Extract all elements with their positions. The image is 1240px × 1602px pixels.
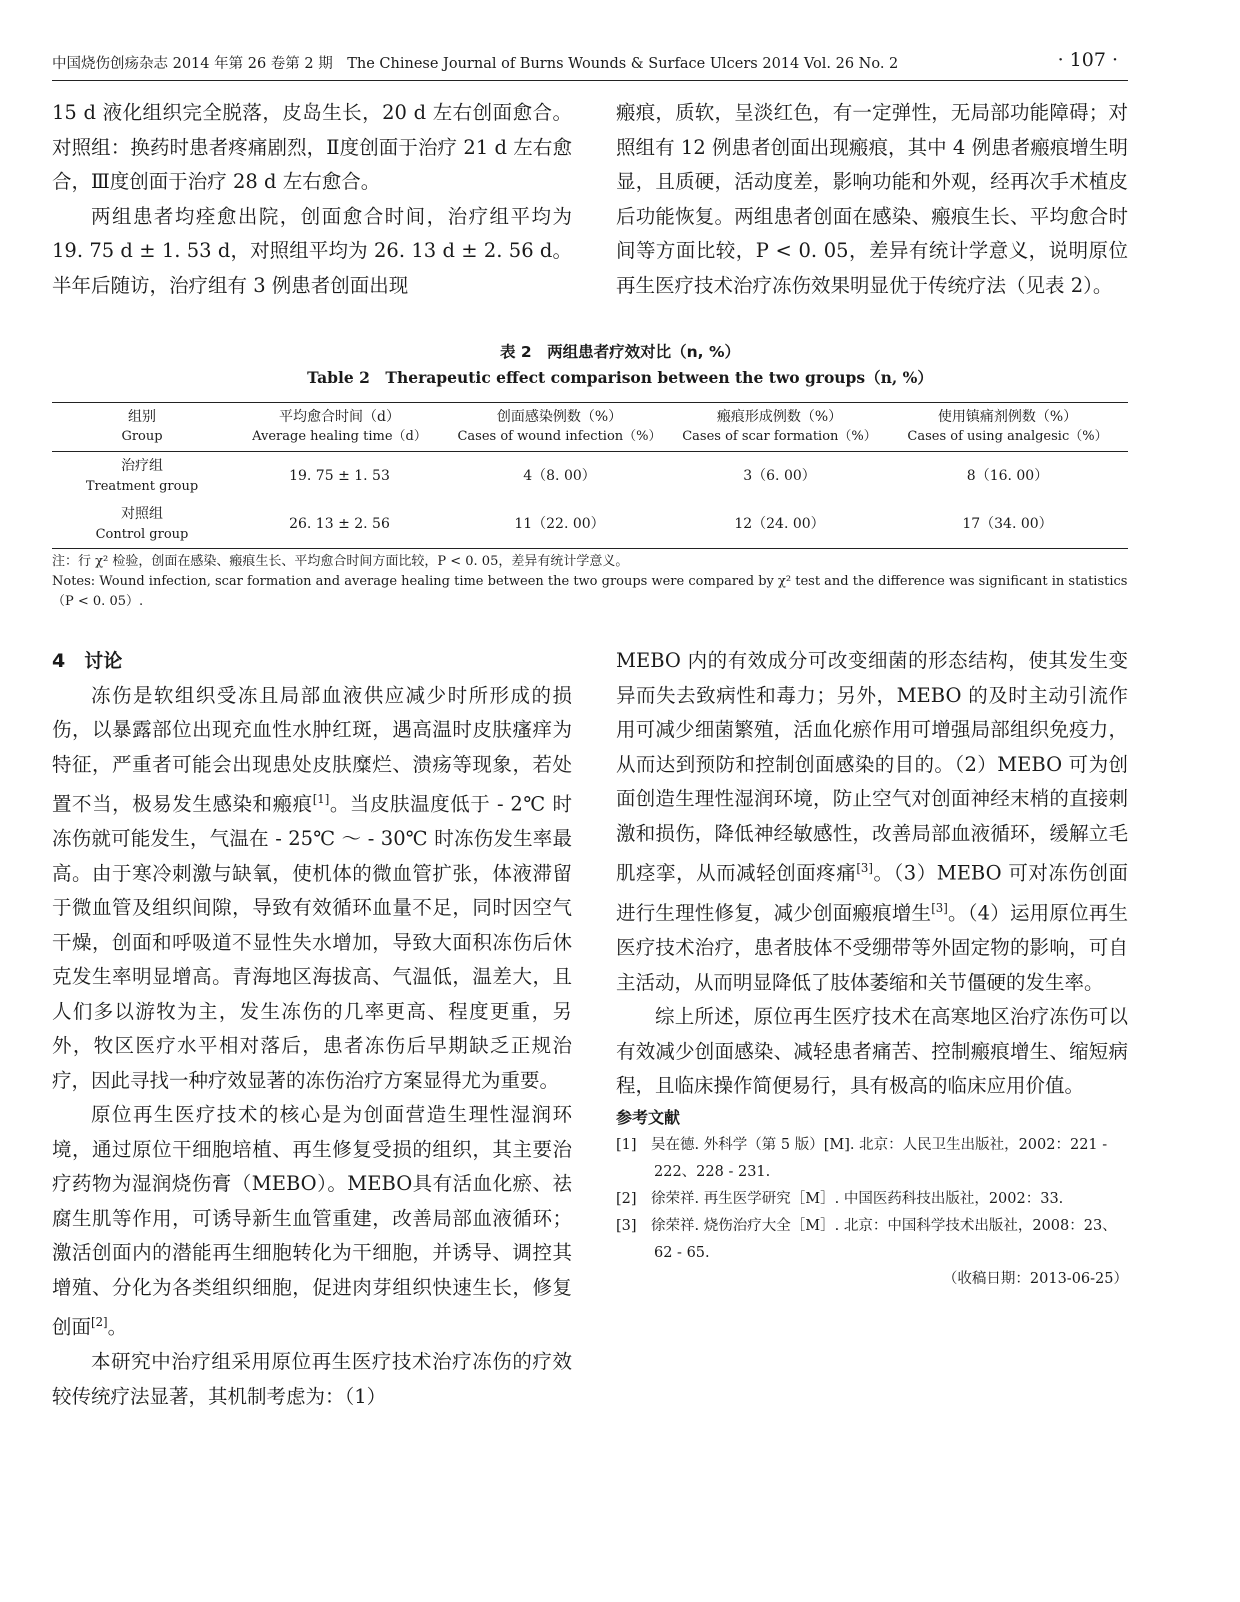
table-caption-en: Table 2 Therapeutic effect comparison between the two groups（n, %） xyxy=(307,368,933,387)
journal-header: 中国烧伤创疡杂志 2014 年第 26 卷第 2 期 The Chinese Journal of Burns Wounds & Surface Ulcers 2014 Vol. 26 No. 2 xyxy=(52,56,899,72)
table-row xyxy=(52,500,1128,549)
cell-healing: 26. 13 ± 2. 56 xyxy=(289,516,390,532)
results-table xyxy=(52,402,1128,549)
paragraph: 冻伤是软组织受冻且局部血液供应减少时所形成的损伤，以暴露部位出现充血性水肿红斑，遇高温时皮肤瘙痒为特征，严重者可能会出现患处皮肤糜烂、溃疡等现象，若处置不当，极易发生感染和瘢痕[1]。当皮肤温度低于 - 2℃ 时冻伤就可能发生，气温在 - 25℃ ～ - 30℃ 时冻伤发生率最高。由于寒冷刺激与缺氧，使机体的微血管扩张，体液滞留于微血管及组织间隙，导致有效循环血量不足，同时因空气干燥，创面和呼吸道不显性失水增加，导致大面积冻伤后休克发生率明显增高。青海地区海拔高、气温低，温差大，且人们多以游牧为主，发生冻伤的几率更高、程度更重，另外，牧区医疗水平相对落后，患者冻伤后早期缺乏正规治疗，因此寻找一种疗效显著的冻伤治疗方案显得尤为重要。 xyxy=(52,683,572,1092)
cell-scar: 3（6. 00） xyxy=(743,468,816,484)
paragraph: 两组患者均痊愈出院，创面愈合时间，治疗组平均为 19. 75 d ± 1. 53 d，对照组平均为 26. 13 d ± 2. 56 d。半年后随访，治疗组有 3 例患者创面出现 xyxy=(52,204,572,297)
header-scar: 瘢痕形成例数（%） Cases of scar formation（%） xyxy=(682,409,877,444)
references-heading: 参考文献 xyxy=(616,1107,681,1127)
citation: [1] xyxy=(312,792,330,806)
cell-group: 治疗组 Treatment group xyxy=(85,457,199,494)
cell-infection: 4（8. 00） xyxy=(523,468,596,484)
header-healing: 平均愈合时间（d） Average healing time（d） xyxy=(252,409,427,444)
table-caption-zh: 表 2 两组患者疗效对比（n, %） xyxy=(499,343,741,361)
cell-analgesic: 17（34. 00） xyxy=(962,516,1053,532)
header-group: 组别 Group xyxy=(121,409,163,444)
citation: [3] xyxy=(856,861,873,875)
cell-infection: 11（22. 00） xyxy=(514,516,605,532)
paragraph: MEBO 内的有效成分可改变细菌的形态结构，使其发生变异而失去致病性和毒力；另外，MEBO 的及时主动引流作用可减少细菌繁殖，活血化瘀作用可增强局部组织免疫力，从而达到预防和控制创面感染的目的。（2）MEBO 可为创面创造生理性湿润环境，防止空气对创面神经末梢的直接刺激和损伤，降低神经敏感性，改善局部血液循环，缓解立毛肌痉挛，从而减轻创面疼痛[3]。（3）MEBO 可对冻伤创面进行生理性修复，减少创面瘢痕增生[3]。（4）运用原位再生医疗技术治疗，患者肢体不受绷带等外固定物的影响，可自主活动，从而明显降低了肢体萎缩和关节僵硬的发生率。 xyxy=(616,649,1128,994)
received-date: （收稿日期：2013-06-25） xyxy=(942,1270,1128,1287)
cell-group: 对照组 Control group xyxy=(95,505,189,542)
paragraph: 原位再生医疗技术的核心是为创面营造生理性湿润环境，通过原位干细胞培植、再生修复受损的组织，其主要治疗药物为湿润烧伤膏（MEBO）。MEBO具有活血化瘀、祛腐生肌等作用，可诱导新生血管重建，改善局部血液循环；激活创面内的潜能再生细胞转化为干细胞，并诱导、调控其增殖、分化为各类组织细胞，促进肉芽组织快速生长，修复创面[2]。 xyxy=(52,1103,572,1339)
running-header xyxy=(52,49,1128,81)
column-bottom-left xyxy=(52,644,572,1414)
citation: [2] xyxy=(91,1315,108,1329)
table-row xyxy=(52,452,1128,501)
table-notes xyxy=(52,552,1128,612)
header-infection: 创面感染例数（%） Cases of wound infection（%） xyxy=(457,409,662,444)
table-header-row xyxy=(52,403,1128,452)
cell-healing: 19. 75 ± 1. 53 xyxy=(289,468,390,484)
cell-scar: 12（24. 00） xyxy=(734,516,825,532)
table-note-en: Notes: Wound infection, scar formation and average healing time between the two groups were compared by χ² test and the difference was significant in statistics（P < 0. 05）. xyxy=(52,574,1128,609)
paragraph: 瘢痕，质软，呈淡红色，有一定弹性，无局部功能障碍；对照组有 12 例患者创面出现瘢痕，其中 4 例患者瘢痕增生明显，且质硬，活动度差，影响功能和外观，经再次手术植皮后功能恢复。两组患者创面在感染、瘢痕生长、平均愈合时间等方面比较，P < 0. 05，差异有统计学意义，说明原位再生医疗技术治疗冻伤效果明显优于传统疗法（见表 2）。 xyxy=(616,101,1128,297)
cell-analgesic: 8（16. 00） xyxy=(966,468,1049,484)
column-top-left xyxy=(52,96,572,303)
paragraph: 15 d 液化组织完全脱落，皮岛生长，20 d 左右创面愈合。对照组：换药时患者疼痛剧烈，Ⅱ度创面于治疗 21 d 左右愈合，Ⅲ度创面于治疗 28 d 左右愈合。 xyxy=(52,101,572,193)
page-number: · 107 · xyxy=(1057,49,1118,71)
citation: [3] xyxy=(931,901,948,915)
reference-item: [3] 徐荣祥. 烧伤治疗大全［M］. 北京：中国科学技术出版社，2008：23、62 - 65. xyxy=(616,1217,1117,1261)
paragraph: 本研究中治疗组采用原位再生医疗技术治疗冻伤的疗效较传统疗法显著，其机制考虑为：（1） xyxy=(52,1350,572,1408)
table-note-zh: 注：行 χ² 检验，创面在感染、瘢痕生长、平均愈合时间方面比较，P < 0. 05，差异有统计学意义。 xyxy=(52,554,629,569)
reference-item: [2] 徐荣祥. 再生医学研究［M］. 中国医药科技出版社，2002：33. xyxy=(616,1190,1064,1207)
column-bottom-right xyxy=(616,644,1128,1291)
column-top-right xyxy=(616,96,1128,303)
section-heading: 4 讨论 xyxy=(52,650,123,672)
reference-item: [1] 吴在德. 外科学（第 5 版）[M]. 北京：人民卫生出版社，2002：221 - 222、228 - 231. xyxy=(616,1136,1108,1180)
header-analgesic: 使用镇痛剂例数（%） Cases of using analgesic（%） xyxy=(907,409,1108,444)
paragraph: 综上所述，原位再生医疗技术在高寒地区治疗冻伤可以有效减少创面感染、减轻患者痛苦、控制瘢痕增生、缩短病程，且临床操作简便易行，具有极高的临床应用价值。 xyxy=(616,1005,1128,1097)
